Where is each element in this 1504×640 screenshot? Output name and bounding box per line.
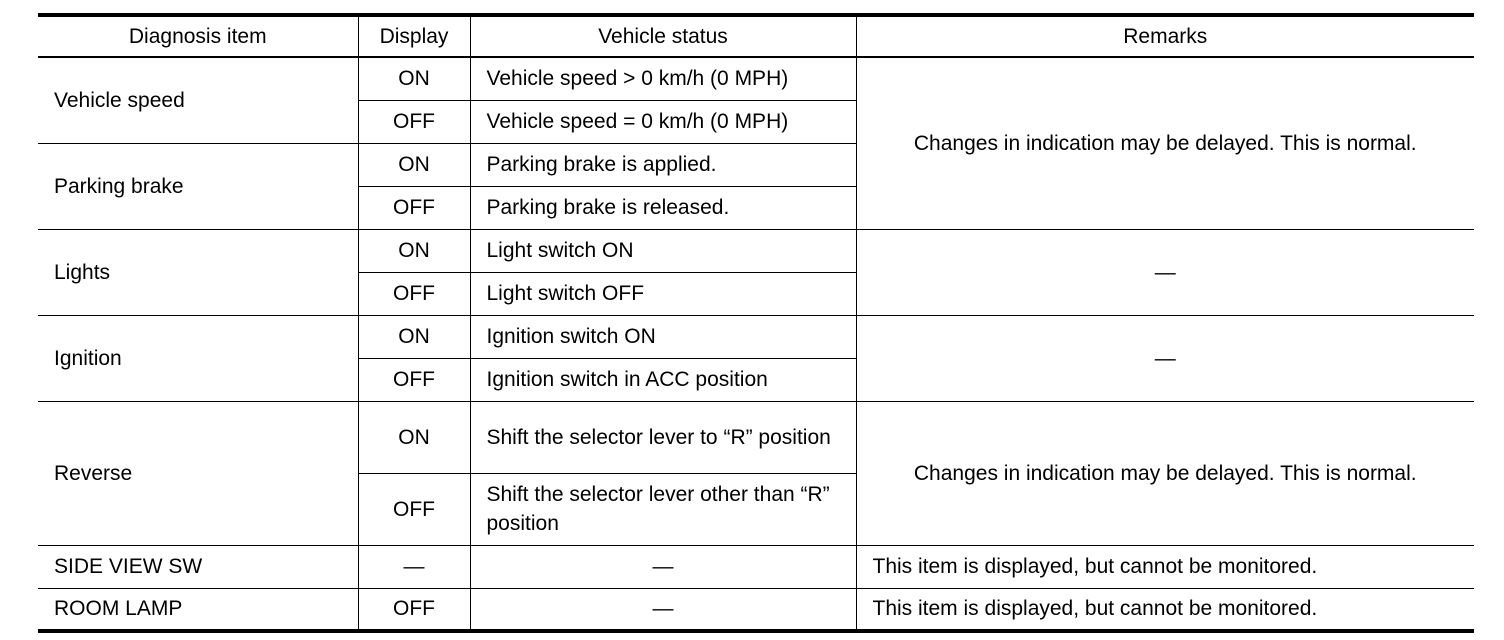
item-cell: SIDE VIEW SW [38, 545, 358, 588]
display-cell: ON [358, 57, 470, 100]
status-cell: Parking brake is applied. [470, 143, 856, 186]
remarks-cell: — [856, 315, 1474, 401]
remarks-cell: This item is displayed, but cannot be monitored. [856, 588, 1474, 631]
status-cell: — [470, 588, 856, 631]
item-cell: Lights [38, 229, 358, 315]
remarks-cell: This item is displayed, but cannot be monitored. [856, 545, 1474, 588]
table-row [38, 588, 1474, 631]
status-cell: Vehicle speed = 0 km/h (0 MPH) [470, 100, 856, 143]
display-cell: OFF [358, 358, 470, 401]
table-row [38, 57, 1474, 100]
status-cell: — [470, 545, 856, 588]
display-cell: ON [358, 315, 470, 358]
table-row [38, 315, 1474, 358]
header-vehicle-status: Vehicle status [470, 15, 856, 57]
display-cell: ON [358, 143, 470, 186]
display-cell: OFF [358, 100, 470, 143]
remarks-cell: Changes in indication may be delayed. This is normal. [856, 401, 1474, 545]
remarks-cell: Changes in indication may be delayed. This is normal. [856, 57, 1474, 229]
table-row [38, 401, 1474, 473]
item-cell: Parking brake [38, 143, 358, 229]
display-cell: OFF [358, 186, 470, 229]
display-cell: OFF [358, 272, 470, 315]
header-remarks: Remarks [856, 15, 1474, 57]
display-cell: OFF [358, 473, 470, 545]
status-cell: Light switch OFF [470, 272, 856, 315]
header-display: Display [358, 15, 470, 57]
table-row [38, 229, 1474, 272]
display-cell: ON [358, 229, 470, 272]
item-cell: Reverse [38, 401, 358, 545]
display-cell: OFF [358, 588, 470, 631]
remarks-cell: — [856, 229, 1474, 315]
item-cell: Ignition [38, 315, 358, 401]
item-cell: Vehicle speed [38, 57, 358, 143]
display-cell: — [358, 545, 470, 588]
status-cell: Ignition switch ON [470, 315, 856, 358]
status-cell: Vehicle speed > 0 km/h (0 MPH) [470, 57, 856, 100]
header-row [38, 15, 1474, 57]
display-cell: ON [358, 401, 470, 473]
status-cell: Shift the selector lever other than “R” position [470, 473, 856, 545]
status-cell: Parking brake is released. [470, 186, 856, 229]
status-cell: Shift the selector lever to “R” position [470, 401, 856, 473]
table-row [38, 545, 1474, 588]
diagnosis-table [38, 13, 1474, 633]
status-cell: Ignition switch in ACC position [470, 358, 856, 401]
header-diagnosis-item: Diagnosis item [38, 15, 358, 57]
item-cell: ROOM LAMP [38, 588, 358, 631]
status-cell: Light switch ON [470, 229, 856, 272]
